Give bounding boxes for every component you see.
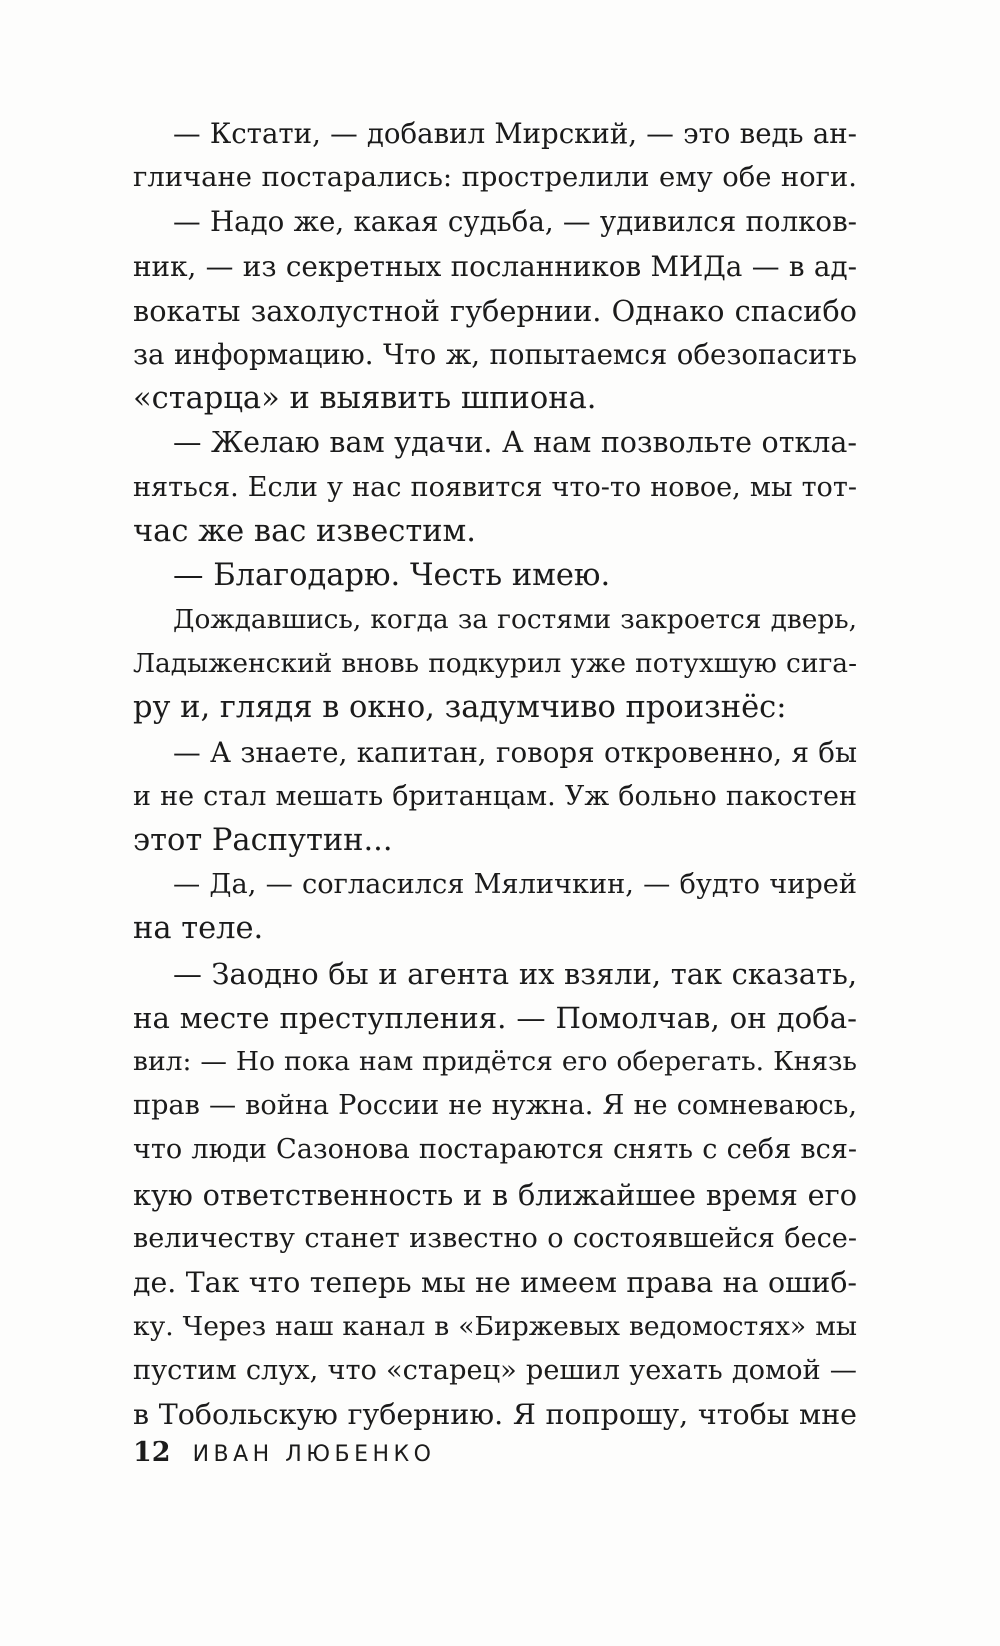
text-line: за информацию. Что ж, попытаемся обезопасить	[133, 337, 857, 371]
text-line: — Да, — согласился Мяличкин, — будто чирей	[173, 869, 857, 901]
text-line: вил: — Но пока нам придётся его оберегать. Князь	[133, 1045, 857, 1077]
text-line: — Желаю вам удачи. А нам позвольте откла-	[173, 426, 857, 460]
text-line: ку. Через наш канал в «Биржевых ведомостях» мы	[133, 1311, 857, 1343]
text-line: кую ответственность и в ближайшее время его	[133, 1177, 857, 1212]
text-line: и не стал мешать британцам. Уж больно пакостен	[133, 780, 857, 812]
text-line: час же вас известим.	[133, 513, 476, 549]
text-line: что люди Сазонова постараются снять с себя вся-	[133, 1134, 857, 1166]
text-line: величеству станет известно о состоявшейся бесе-	[133, 1222, 857, 1254]
body-text	[133, 112, 857, 1438]
text-line: — Заодно бы и агента их взяли, так сказать,	[173, 956, 857, 991]
text-line: няться. Если у нас появится что-то новое, мы тот-	[133, 471, 857, 503]
text-line: — Надо же, какая судьба, — удивился полков-	[173, 205, 857, 239]
text-line: пустим слух, что «старец» решил уехать домой —	[133, 1355, 857, 1387]
text-line: де. Так что теперь мы не имеем права на ошиб-	[133, 1265, 857, 1299]
text-line: — А знаете, капитан, говоря откровенно, я бы	[173, 735, 857, 769]
text-line: «старца» и выявить шпиона.	[133, 381, 597, 417]
text-line: в Тобольскую губернию. Я попрошу, чтобы мне	[133, 1398, 857, 1432]
text-line: Дождавшись, когда за гостями закроется дверь,	[173, 604, 857, 636]
page-number: 12	[133, 1437, 171, 1468]
text-line: на теле.	[133, 911, 264, 947]
text-line: на месте преступления. — Помолчав, он доба-	[133, 1000, 857, 1035]
text-line: ник, — из секретных посланников МИДа — в ад-	[133, 249, 857, 283]
text-line: этот Распутин...	[133, 823, 393, 858]
author-name: ИВАН ЛЮБЕНКО	[192, 1442, 436, 1467]
text-line: ру и, глядя в окно, задумчиво произнёс:	[133, 690, 787, 726]
text-line: гличане постарались: прострелили ему обе ноги.	[133, 162, 857, 194]
text-line: — Кстати, — добавил Мирский, — это ведь ан-	[173, 117, 857, 150]
text-line: вокаты захолустной губернии. Однако спасибо	[133, 293, 857, 328]
text-line: прав — война России не нужна. Я не сомневаюсь,	[133, 1090, 857, 1122]
page-footer	[133, 1433, 435, 1473]
text-line: — Благодарю. Честь имею.	[173, 557, 611, 593]
text-line: Ладыженский вновь подкурил уже потухшую сига-	[133, 648, 857, 680]
